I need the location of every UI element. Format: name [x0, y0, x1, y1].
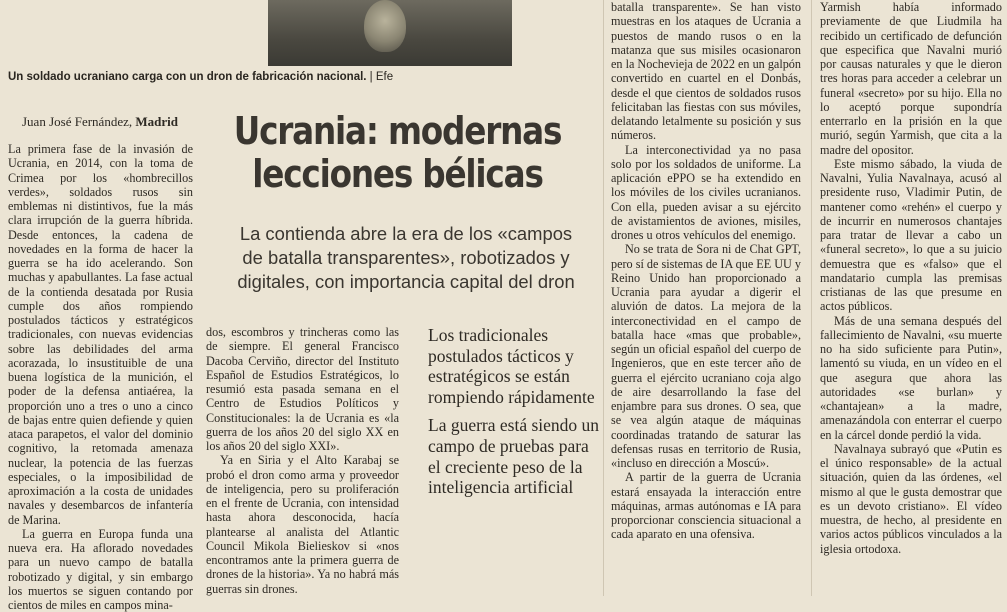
- paragraph: batalla transparente». Se han visto muestras en los ataques de Ucrania a puestos de mando rusos o en la matanza que sus misiles ocasionaron en la Nochevieja de 2022 en un galpón convertido en cuartel en el Donbás, desde el que cientos de soldados rusos felicitaban las fiestas con sus móviles, delatando letalmente su posición y sus números.: [611, 0, 801, 143]
- pull-quote: Los tradicionales postulados tácticos y estratégicos se están rompiendo rápidamente: [428, 325, 595, 407]
- headline: [228, 110, 568, 196]
- pull-quote: La guerra está siendo un campo de pruebas para el creciente peso de la inteligencia artificial: [428, 415, 600, 498]
- divider: [811, 0, 812, 596]
- paragraph: A partir de la guerra de Ucrania estará ensayada la interacción entre máquinas, armas autónomas e IA para proporcionar consciencia situacional a cada aparato en una ofensiva.: [611, 470, 801, 542]
- paragraph: La guerra en Europa funda una nueva era. Ha aflorado novedades para un nuevo campo de batalla robotizado y digital, y sin embargo los muertos se siguen contando por cientos de miles en campos mina-: [8, 526, 193, 612]
- subhead-line: digitales, con importancia capital del dron: [237, 271, 575, 292]
- article-column-2: [206, 325, 399, 596]
- paragraph: Más de una semana después del fallecimiento de Navalni, «su muerte no ha sido suficiente para Putin», lamentó su viuda, en un vídeo en el que asegura que ahora las autoridades «se burlan» y «chantajean» a la madre, amenazándola con enterrar el cuerpo en la cárcel donde perdió la vida.: [820, 313, 1002, 442]
- subheadline: [214, 222, 598, 294]
- headline-line: lecciones bélicas: [252, 152, 543, 196]
- paragraph: La interconectividad ya no pasa solo por los soldados de uniforme. La aplicación ePPO se ha extendido en los móviles de los civiles ucranianos. Con ella, pueden avisar a su ejército de avistamientos de aviones, misiles, drones u otros vehículos del enemigo.: [611, 142, 801, 242]
- pull-quotes: [428, 325, 600, 506]
- paragraph: Yarmish había informado previamente de que Liudmila ha recibido un certificado de defunción que especifica que Navalni murió por causas naturales y que le dieron tres horas para acceder a celebrar un funeral «secreto» por su hijo. Ella no lo aceptó porque supondría enterrarlo en la prisión en la que murió, según Yarmish, que cita a la madre del opositor.: [820, 0, 1002, 157]
- article-column-4: [820, 0, 1002, 556]
- paragraph: Navalnaya subrayó que «Putin es el único responsable» de la actual situación, quien da las órdenes, «el mismo al que le gusta demostrar que es un devoto cristiano». El vídeo muestra, de hecho, al presidente en varios actos públicos vinculados a la iglesia ortodoxa.: [820, 441, 1002, 556]
- paragraph: No se trata de Sora ni de Chat GPT, pero sí de sistemas de IA que EE UU y Reino Unido han proporcionado a Ucrania para ayudar a digerir el aluvión de datos. La mejora de la interconectividad en el campo de batalla hace «mas que probable», según un oficial español del cuerpo de Ingenieros, que en este tercer año de guerra el ejército ucraniano coja algo de aire desarrollando la fase del enjambre para sus drones. O sea, que se vea algún ataque de máquinas coordinadas tratando de saturar las defensas rusas en territorio de Rusia, «incluso en dirección a Moscú».: [611, 242, 801, 470]
- byline-author: Juan José Fernández,: [22, 114, 136, 129]
- article-column-1: [8, 142, 193, 612]
- subhead-line: de batalla transparentes», robotizados y: [242, 247, 570, 268]
- photo-caption: [8, 71, 508, 83]
- paragraph: dos, escombros y trincheras como las de siempre. El general Francisco Dacoba Cerviño, director del Instituto Español de Estudios Estratégicos, lo resumió esta pasada semana en el Centro de Estudios Políticos y Constitucionales: la de Ucrania es «la guerra de los años 20 del siglo XX en los años 20 del siglo XXI».: [206, 325, 399, 453]
- byline: [22, 114, 178, 130]
- paragraph: Ya en Siria y el Alto Karabaj se probó el dron como arma y proveedor de inteligencia, pero su proliferación en el frente de Ucrania, con intensidad hasta ahora desconocida, hacía plantearse al analista del Atlantic Council Mikola Bielieskov si «nos encontramos ante la primera guerra de drones de la historia». Ya no habrá más guerras sin drones.: [206, 453, 399, 596]
- byline-city: Madrid: [135, 114, 178, 129]
- headline-line: Ucrania: modernas: [233, 109, 562, 153]
- article-column-3: [611, 0, 801, 542]
- news-photo: [268, 0, 512, 66]
- subhead-line: La contienda abre la era de los «campos: [239, 223, 573, 244]
- paragraph: Este mismo sábado, la viuda de Navalni, Yulia Navalnaya, acusó al presidente ruso, Vladimir Putin, de mantener como «rehén» el cuerpo y de incurrir en numerosos chantajes para tratar de llevar a cabo un «funeral secreto», lo que a su juicio demuestra que es «falso» que el mandatario cumpla las premisas cristianas de las que presume en actos públicos.: [820, 156, 1002, 314]
- divider: [603, 0, 604, 596]
- paragraph: La primera fase de la invasión de Ucrania, en 2014, con la toma de Crimea por los «hombrecillos verdes», soldados rusos sin emblemas ni distintivos, fue la más clara irrupción de la guerra híbrida. Desde entonces, la cadena de novedades en la forma de hacer la guerra se ha ido acelerando. Son muchas y apabullantes. La fase actual de la contienda desatada por Rusia cumple dos años rompiendo postulados tácticos y estratégicos tradicionales, con nuevas evidencias sobre las debilidades del arma acorazada, lo insustituible de una buena logística de la munición, el poder de la defensa antiaérea, la proporción uno a tres o uno a cinco de bajas entre quien defiende y quien ataca parapetos, el valor del dominio cognitivo, la retomada amenaza nuclear, la potencia de las fuerzas especiales, o la imposibilidad de aproximación a la costa de unidades navales y desembarcos de infantería de Marina.: [8, 142, 193, 527]
- soldier-drone-patch: [364, 0, 406, 52]
- caption-source: | Efe: [366, 71, 394, 83]
- caption-text: Un soldado ucraniano carga con un dron de fabricación nacional.: [8, 71, 367, 83]
